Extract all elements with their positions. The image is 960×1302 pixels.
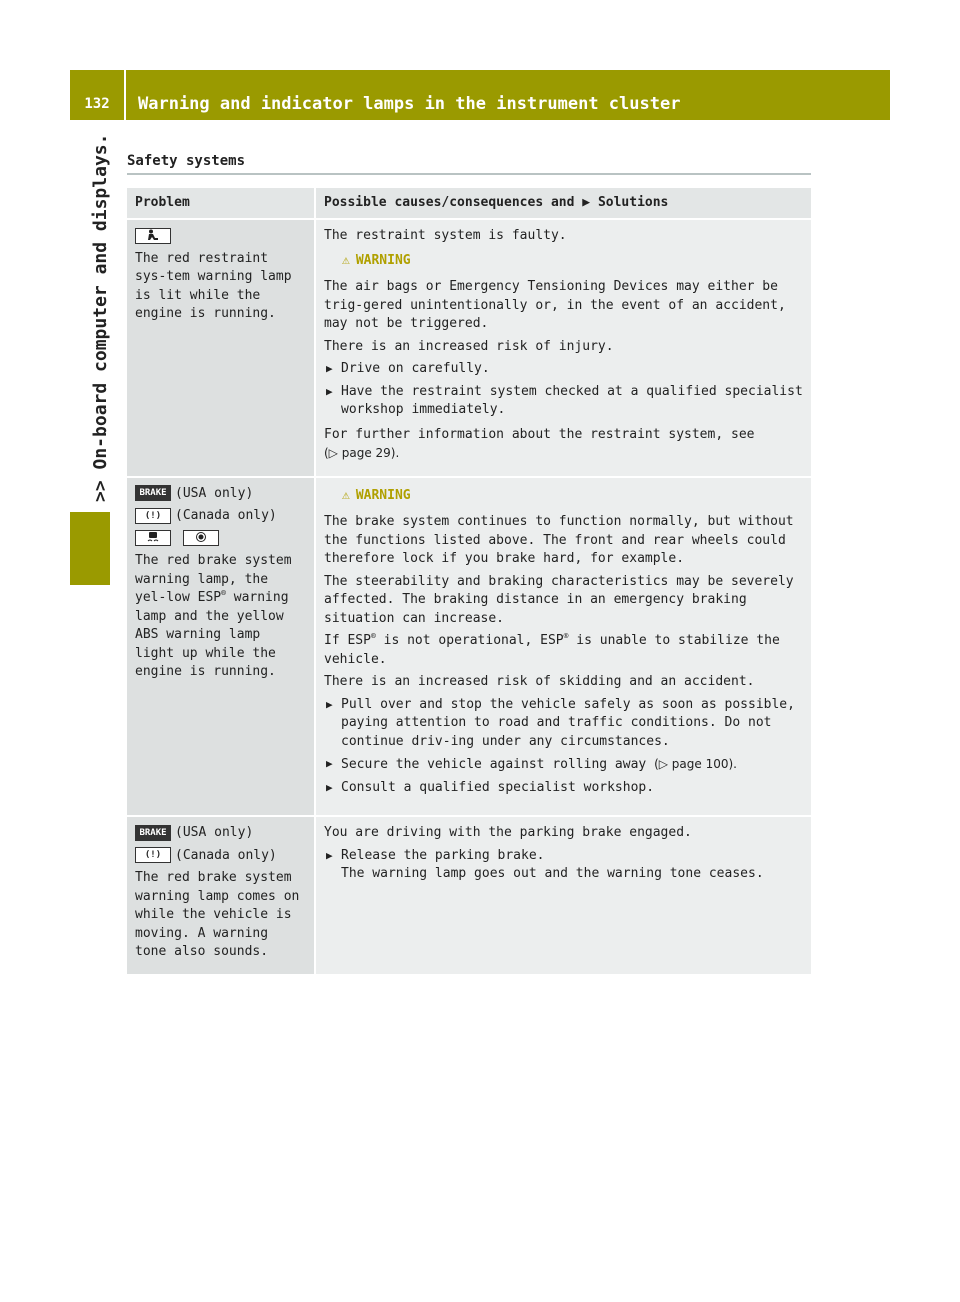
side-chapter-title: >> On-board computer and displays.: [90, 133, 111, 502]
warning-text: The brake system continues to function normally, but without the functions listed above. The front and rear wheels could therefore lock if you brake hard, for example.: [324, 514, 794, 566]
arrow-right-icon: ▶: [326, 757, 333, 770]
cause-text: You are driving with the parking brake engaged.: [324, 825, 692, 840]
warning-triangle-icon: ⚠: [342, 252, 350, 268]
step-item: ▶ Pull over and stop the vehicle safely as soon as possible, paying attention to road and traffic conditions. Do not continue driv-ing under any circumstances.: [326, 696, 795, 749]
solution-cell: [315, 816, 811, 975]
column-header-solutions: [315, 188, 811, 219]
page-number: 132: [70, 70, 126, 120]
solution-cell: [315, 219, 811, 477]
problem-text: The red restraint sys-tem warning lamp is lit while the engine is running.: [135, 250, 292, 321]
column-header-problem: Problem: [127, 188, 315, 219]
canada-only-label: (Canada only): [175, 508, 277, 523]
header-title: Warning and indicator lamps in the instrument cluster: [138, 94, 681, 114]
canada-only-label: (Canada only): [175, 847, 277, 863]
problem-text: The red brake system warning lamp comes on while the vehicle is moving. A warning tone also sounds.: [135, 870, 300, 959]
arrow-right-icon: ▶: [582, 194, 591, 210]
warning-text: The steerability and braking characteristics may be severely affected. The braking distance in an emergency braking situation can increase.: [324, 573, 794, 626]
page-reference: (▷ page 29).: [324, 446, 400, 460]
table-row: [127, 816, 811, 975]
usa-only-label: (USA only): [175, 825, 254, 840]
table-header-row: [127, 188, 811, 219]
abs-icon: [183, 530, 219, 546]
brake-warning-icon: BRAKE: [135, 825, 171, 841]
warning-label: ⚠ WARNING: [342, 252, 411, 268]
restraint-system-icon: [135, 228, 171, 244]
arrow-right-icon: ▶: [326, 780, 333, 794]
page-reference: (▷ page 100).: [654, 757, 737, 771]
step-item: ▶ Consult a qualified specialist workshop.: [324, 779, 803, 798]
warning-text: If ESP® is not operational, ESP® is unable to stabilize the vehicle.: [324, 631, 780, 667]
warning-label: ⚠ WARNING: [342, 487, 411, 503]
step-item: ▶ Secure the vehicle against rolling away (▷ page 100).: [326, 757, 737, 772]
table-row: [127, 219, 811, 477]
problem-text: The red brake system warning lamp, the yel-low ESP® warning lamp and the yellow ABS warning lamp light up while the engine is running.: [135, 553, 292, 679]
step-item: ▶ Have the restraint system checked at a qualified specialist workshop immediately.: [326, 383, 803, 417]
warning-text: The air bags or Emergency Tensioning Devices may either be trig-gered unintentionally or, in the event of an accident, may not be triggered.: [324, 279, 786, 331]
problem-cell: [127, 816, 315, 975]
solution-cell: [315, 477, 811, 817]
step-item: ▶ Drive on carefully.: [324, 360, 803, 379]
solutions-header-prefix: Possible causes/consequences and: [324, 194, 575, 210]
problem-cell: [127, 477, 315, 817]
info-text: For further information about the restraint system, see (▷ page 29).: [324, 426, 755, 460]
warning-triangle-icon: ⚠: [342, 487, 350, 503]
usa-only-label: (USA only): [175, 485, 254, 501]
brake-circle-icon: (!): [135, 508, 171, 524]
page-header: [70, 70, 890, 120]
arrow-right-icon: ▶: [326, 384, 333, 398]
problem-cell: [127, 219, 315, 477]
risk-text: There is an increased risk of injury.: [324, 338, 614, 354]
cause-text: The restraint system is faulty.: [324, 228, 567, 243]
section-title: Safety systems: [127, 153, 811, 175]
side-chapter-tab: [70, 512, 110, 585]
esp-icon: [135, 530, 171, 546]
arrow-right-icon: ▶: [326, 697, 333, 711]
solutions-header-suffix: Solutions: [597, 194, 669, 210]
table-row: [127, 477, 811, 817]
warning-lamps-table: [127, 188, 811, 976]
brake-circle-icon: (!): [135, 847, 171, 863]
step-item: ▶ Release the parking brake. The warning lamp goes out and the warning tone ceases.: [326, 847, 764, 881]
brake-warning-icon: BRAKE: [135, 485, 171, 501]
arrow-right-icon: ▶: [326, 362, 333, 375]
arrow-right-icon: ▶: [326, 848, 333, 862]
step-result: The warning lamp goes out and the warning tone ceases.: [341, 866, 764, 881]
risk-text: There is an increased risk of skidding and an accident.: [324, 674, 755, 689]
